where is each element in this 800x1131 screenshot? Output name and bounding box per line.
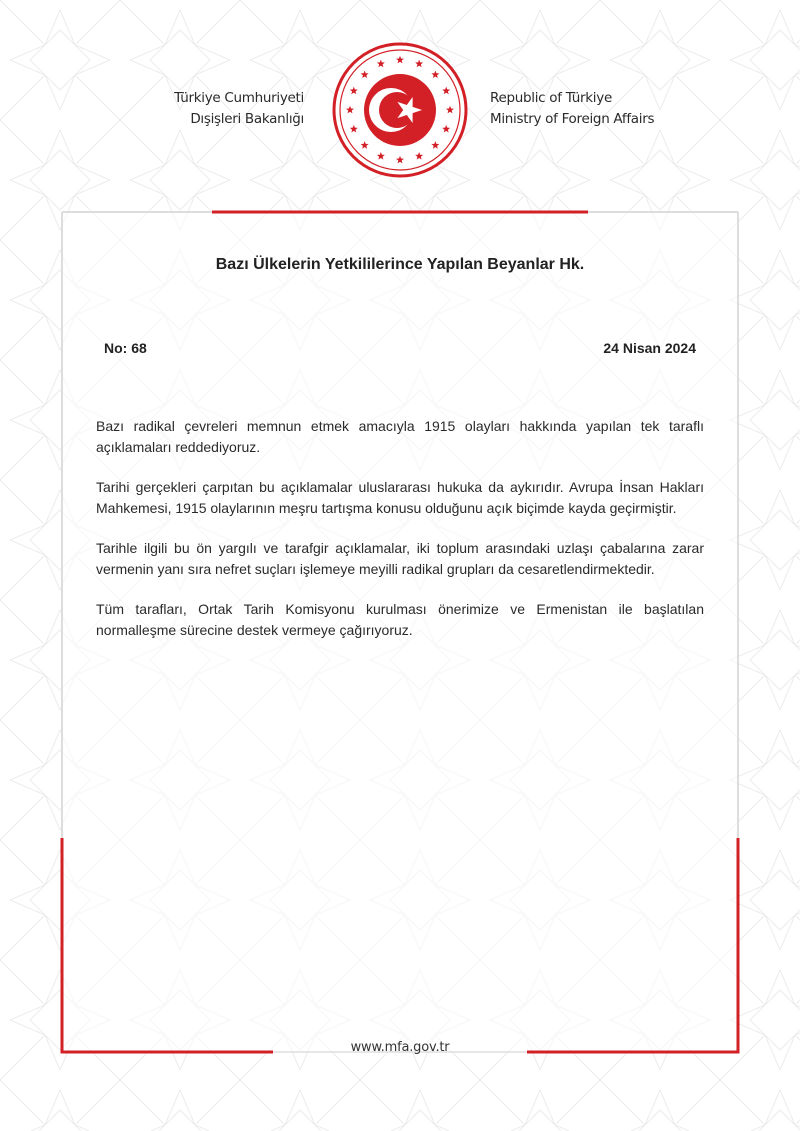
org-en-line2: Ministry of Foreign Affairs xyxy=(490,111,655,127)
paragraph: Tarihi gerçekleri çarpıtan bu açıklamalar uluslararası hukuka da aykırıdır. Avrupa İnsan Hakları Mahkemesi, 1915 olaylarının meşru tartışma konusu olduğunu açık biçimde kayda geçirmiştir. xyxy=(96,479,704,516)
org-tr-line1: Türkiye Cumhuriyeti xyxy=(174,90,304,106)
org-name-english xyxy=(490,88,654,130)
crescent-star-seal-icon xyxy=(330,40,470,180)
paragraph: Tüm tarafları, Ortak Tarih Komisyonu kurulması önerimize ve Ermenistan ile başlatılan normalleşme sürecine destek vermeye çağırıyoruz. xyxy=(96,601,704,638)
org-tr-line2: Dışişleri Bakanlığı xyxy=(190,111,304,127)
document-body xyxy=(96,416,704,660)
org-en-line1: Republic of Türkiye xyxy=(490,90,612,106)
paragraph: Bazı radikal çevreleri memnun etmek amacıyla 1915 olayları hakkında yapılan tek taraflı açıklamaları reddediyoruz. xyxy=(96,418,704,455)
document-date: 24 Nisan 2024 xyxy=(603,340,696,356)
org-name-turkish xyxy=(174,88,304,130)
document-number: No: 68 xyxy=(104,340,147,356)
website-link[interactable]: www.mfa.gov.tr xyxy=(350,1040,450,1055)
document-title: Bazı Ülkelerin Yetkililerince Yapılan Beyanlar Hk. xyxy=(215,256,585,273)
footer-website xyxy=(0,1040,800,1055)
letterhead xyxy=(0,0,800,200)
paragraph: Tarihle ilgili bu ön yargılı ve tarafgir açıklamalar, iki toplum arasındaki uzlaşı çabalarına zarar vermenin yanı sıra nefret suçları işlemeye meyilli radikal grupları da cesaretlendirmektedir. xyxy=(96,540,704,577)
